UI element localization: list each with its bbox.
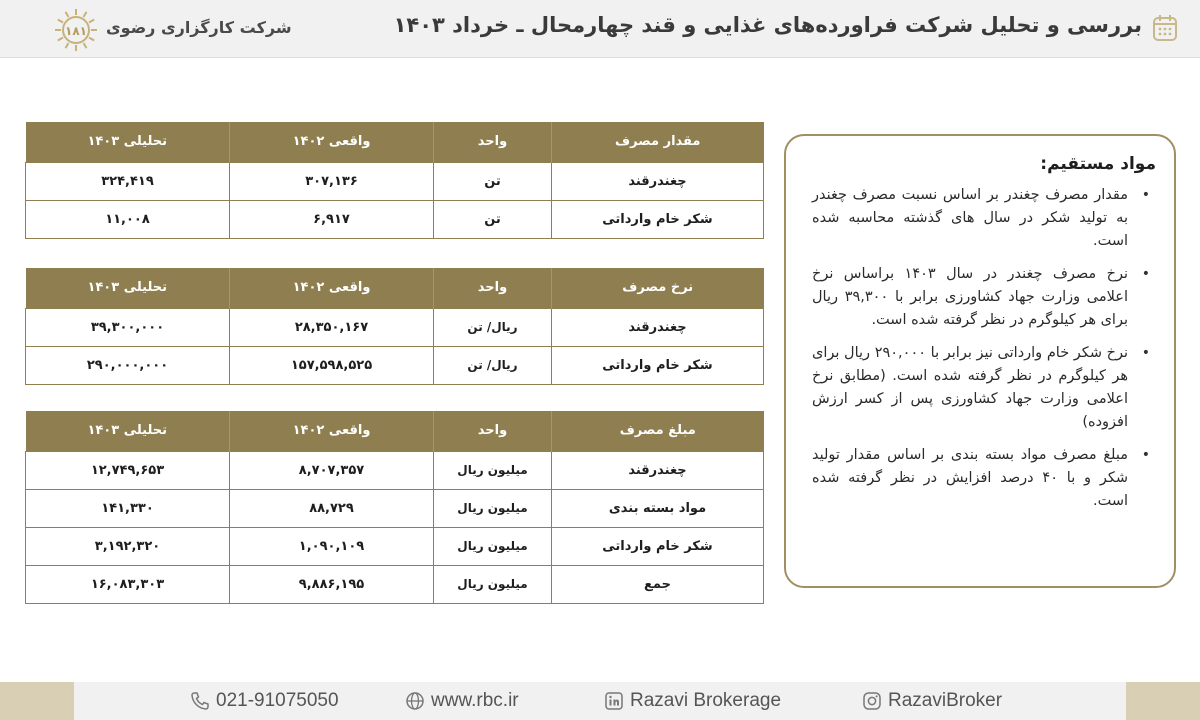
table-row [26, 489, 764, 527]
svg-text:١٨١: ١٨١ [65, 24, 87, 38]
table-row [26, 200, 764, 238]
forecast-1403-cell: ۱۴۱,۳۳۰ [26, 489, 230, 527]
notes-title: مواد مستقیم: [1040, 154, 1156, 174]
footer-instagram-link[interactable] [862, 689, 1002, 713]
forecast-1403-cell: ۲۹۰,۰۰۰,۰۰۰ [26, 346, 230, 384]
actual-1402-cell: ۹,۸۸۶,۱۹۵ [230, 565, 434, 603]
unit-cell: میلیون ریال [434, 565, 552, 603]
footer-linkedin-link[interactable] [604, 689, 781, 713]
unit-cell: تن [434, 200, 552, 238]
bullet-icon: • [1141, 266, 1150, 282]
company-name: شرکت کارگزاری رضوی [106, 18, 292, 37]
unit-cell: ریال/ تن [434, 308, 552, 346]
forecast-1403-cell: ۱۶,۰۸۳,۳۰۳ [26, 565, 230, 603]
actual-1402-cell: ۱,۰۹۰,۱۰۹ [230, 527, 434, 565]
forecast-1403-cell: ۳,۱۹۲,۳۲۰ [26, 527, 230, 565]
row-label: جمع [552, 565, 764, 603]
page-title: بررسی و تحلیل شرکت فراورده‌های غذایی و قند چهارمحال ـ خرداد ۱۴۰۳ [393, 13, 1142, 37]
column-header: نرخ مصرف [552, 268, 764, 308]
forecast-1403-cell: ۳۹,۳۰۰,۰۰۰ [26, 308, 230, 346]
instagram-icon [862, 691, 882, 711]
forecast-1403-cell: ۱۲,۷۴۹,۶۵۳ [26, 451, 230, 489]
bullet-icon: • [1141, 187, 1150, 203]
consumption-rate-table [25, 268, 764, 385]
bullet-icon: • [1141, 447, 1150, 463]
column-header: تحلیلی ۱۴۰۳ [26, 411, 230, 451]
note-text: مقدار مصرف چغندر بر اساس نسبت مصرف چغندر به تولید شکر در سال های گذشته محاسبه شده است. [812, 187, 1128, 249]
linkedin-handle: Razavi Brokerage [630, 690, 782, 711]
list-item [812, 444, 1156, 513]
column-header: واقعی ۱۴۰۲ [230, 122, 434, 162]
actual-1402-cell: ۶,۹۱۷ [230, 200, 434, 238]
bullet-icon: • [1141, 345, 1150, 361]
actual-1402-cell: ۳۰۷,۱۳۶ [230, 162, 434, 200]
globe-icon [405, 691, 425, 711]
row-label: مواد بسته بندی [552, 489, 764, 527]
list-item [812, 263, 1156, 332]
unit-cell: میلیون ریال [434, 489, 552, 527]
calendar-icon [1152, 14, 1178, 42]
row-label: چغندرقند [552, 308, 764, 346]
column-header: تحلیلی ۱۴۰۳ [26, 122, 230, 162]
column-header: تحلیلی ۱۴۰۳ [26, 268, 230, 308]
table-row [26, 527, 764, 565]
footer-phone[interactable] [190, 689, 339, 713]
instagram-handle: RazaviBroker [888, 690, 1003, 711]
unit-cell: میلیون ریال [434, 451, 552, 489]
linkedin-icon [604, 691, 624, 711]
row-label: شکر خام وارداتی [552, 346, 764, 384]
company-logo [54, 8, 98, 52]
note-text: نرخ مصرف چغندر در سال ۱۴۰۳ براساس نرخ اعلامی وزارت جهاد کشاورزی برابر با ۳۹,۳۰۰ ریال برای هر کیلوگرم در نظر گرفته شده است. [812, 266, 1128, 328]
table-row [26, 308, 764, 346]
actual-1402-cell: ۱۵۷,۵۹۸,۵۲۵ [230, 346, 434, 384]
column-header: واقعی ۱۴۰۲ [230, 411, 434, 451]
table-row [26, 346, 764, 384]
note-text: مبلغ مصرف مواد بسته بندی بر اساس مقدار تولید شکر و با ۴۰ درصد افزایش در نظر گرفته شده است. [812, 447, 1128, 509]
unit-cell: ریال/ تن [434, 346, 552, 384]
list-item [812, 342, 1156, 434]
table-row-total [26, 565, 764, 603]
header-bar [0, 0, 1200, 58]
table-row [26, 451, 764, 489]
row-label: شکر خام وارداتی [552, 200, 764, 238]
direct-materials-notes-box [784, 134, 1176, 588]
notes-list [812, 184, 1156, 513]
actual-1402-cell: ۸۸,۷۲۹ [230, 489, 434, 527]
unit-cell: میلیون ریال [434, 527, 552, 565]
column-header: مقدار مصرف [552, 122, 764, 162]
footer-bar [0, 682, 1200, 720]
column-header: واحد [434, 122, 552, 162]
actual-1402-cell: ۸,۷۰۷,۳۵۷ [230, 451, 434, 489]
column-header: واقعی ۱۴۰۲ [230, 268, 434, 308]
row-label: چغندرقند [552, 451, 764, 489]
website-url: www.rbc.ir [431, 690, 519, 711]
phone-number: 021-91075050 [216, 690, 339, 711]
table-row [26, 162, 764, 200]
consumption-quantity-table [25, 122, 764, 239]
list-item [812, 184, 1156, 253]
column-header: واحد [434, 268, 552, 308]
row-label: شکر خام وارداتی [552, 527, 764, 565]
consumption-amount-table [25, 411, 764, 604]
forecast-1403-cell: ۱۱,۰۰۸ [26, 200, 230, 238]
footer-accent-right [1126, 682, 1200, 720]
row-label: چغندرقند [552, 162, 764, 200]
footer-accent-left [0, 682, 74, 720]
actual-1402-cell: ۲۸,۳۵۰,۱۶۷ [230, 308, 434, 346]
footer-website-link[interactable] [405, 689, 519, 713]
unit-cell: تن [434, 162, 552, 200]
column-header: مبلغ مصرف [552, 411, 764, 451]
note-text: نرخ شکر خام وارداتی نیز برابر با ۲۹۰,۰۰۰ ریال برای هر کیلوگرم در نظر گرفته شده است. (مطابق نرخ اعلامی وزارت جهاد کشاورزی پس از کسر ارزش افزوده) [812, 345, 1128, 430]
forecast-1403-cell: ۳۲۴,۴۱۹ [26, 162, 230, 200]
column-header: واحد [434, 411, 552, 451]
phone-icon [190, 691, 210, 711]
